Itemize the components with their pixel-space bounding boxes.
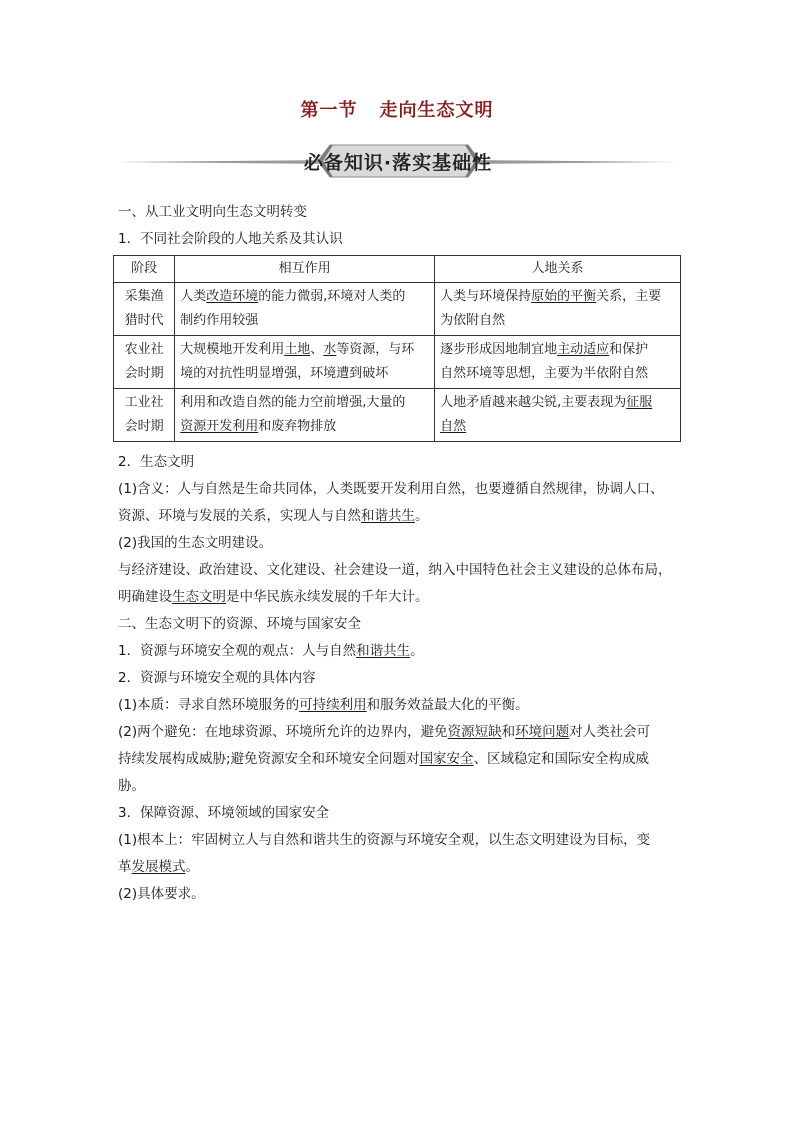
section-heading: 一、从工业文明向生态文明转变: [118, 204, 307, 220]
stage-cell: [114, 283, 175, 336]
answer-blank: 水: [323, 342, 337, 357]
text-line: [118, 506, 429, 526]
text-span: 人类与环境保持: [440, 289, 532, 304]
header-stage: 阶段: [114, 256, 175, 283]
subsection-heading: 2．生态文明: [118, 454, 195, 470]
cell-line: [440, 362, 675, 386]
text-line: [118, 695, 529, 715]
text-span: 革: [118, 859, 132, 875]
section-number: 第一节: [300, 100, 358, 121]
cell-line: [440, 338, 675, 362]
relation-cell: [435, 389, 681, 442]
answer-blank: 改造环境: [206, 289, 259, 304]
answer-blank: 可持续利用: [299, 697, 367, 713]
text-span: 人类: [180, 289, 207, 304]
text-span: 和废弃物排放: [258, 419, 337, 434]
text-span: 等资源，与环: [336, 342, 415, 357]
text-span: 资源、环境与发展的关系，实现人与自然: [118, 508, 361, 524]
answer-blank: 国家安全: [419, 751, 474, 767]
text-span: 持续发展构成威胁;避免资源安全和环境安全问题对: [118, 751, 420, 767]
text-span: 1．资源与环境安全观的观点：人与自然: [118, 643, 357, 659]
answer-blank: 资源开发利用: [180, 419, 259, 434]
cell-line: [440, 285, 675, 309]
stage-line: 工业社: [124, 395, 164, 410]
text-line: [118, 533, 272, 553]
stage-line: 采集渔: [124, 289, 164, 304]
interaction-cell: [175, 389, 435, 442]
text-span: 境的对抗性明显增强，环境遭到破坏: [180, 366, 389, 381]
text-span: 2．资源与环境安全观的具体内容: [118, 670, 316, 686]
text-span: 关系，主要: [596, 289, 662, 304]
text-line: [118, 884, 205, 904]
interaction-cell: [175, 336, 435, 389]
text-span: 和服务效益最大化的平衡。: [366, 697, 529, 713]
text-span: 制约作用较强: [180, 313, 259, 328]
cell-line: [440, 309, 675, 333]
interaction-cell: [175, 283, 435, 336]
answer-blank: 环境问题: [515, 724, 570, 740]
text-span: 。: [185, 859, 199, 875]
answer-blank: 自然: [440, 419, 467, 434]
text-span: 。: [415, 508, 429, 524]
stage-cell: [114, 389, 175, 442]
answer-blank: 征服: [626, 395, 653, 410]
text-span: 和: [501, 724, 516, 740]
text-span: 和保护: [609, 342, 649, 357]
page-title: [0, 96, 794, 122]
header-interaction: 相互作用: [175, 256, 435, 283]
subsection-heading: 1．不同社会阶段的人地关系及其认识: [118, 231, 343, 247]
answer-blank: 生态文明: [172, 589, 226, 605]
cell-line: [180, 415, 429, 439]
cell-line: [180, 309, 429, 333]
text-span: 二、生态文明下的资源、环境与国家安全: [118, 616, 361, 632]
text-span: 与经济建设、政治建设、文化建设、社会建设一道，纳入中国特色社会主义建设的总体布局，: [118, 562, 672, 578]
stage-line: 农业社: [124, 342, 164, 357]
stage-line: 猎时代: [124, 313, 164, 328]
text-span: 自然环境等思想，主要为半依附自然: [440, 366, 649, 381]
text-span: 为依附自然: [440, 313, 506, 328]
cell-line: [440, 415, 675, 439]
text-span: 、区域稳定和国际安全构成威: [473, 751, 650, 767]
stage-cell: [114, 336, 175, 389]
section-name: 走向生态文明: [379, 100, 494, 121]
text-line: [118, 857, 199, 877]
text-span: 人地矛盾越来越尖锐,主要表现为: [440, 395, 627, 410]
text-span: 明确建设: [118, 589, 172, 605]
cell-line: [180, 338, 429, 362]
text-span: 的能力微弱,环境对人类的: [258, 289, 406, 304]
text-span: 。: [410, 643, 424, 659]
cell-line: [180, 285, 429, 309]
human-land-relation-table: [113, 255, 681, 442]
table-row: [114, 283, 681, 336]
text-span: (2)具体要求。: [118, 886, 205, 902]
banner-text: 必备知识·落实基础性: [303, 152, 493, 174]
answer-blank: 发展模式: [131, 859, 186, 875]
answer-blank: 和谐共生: [361, 508, 415, 524]
text-line: [118, 722, 650, 742]
answer-blank: 和谐共生: [356, 643, 411, 659]
header-relation: 人地关系: [435, 256, 681, 283]
text-span: (2)两个避免：在地球资源、环境所允许的边界内，避免: [118, 724, 448, 740]
text-span: (2)我国的生态文明建设。: [118, 535, 273, 551]
text-span: 利用和改造自然的能力空前增强,大量的: [180, 395, 406, 410]
text-line: [118, 776, 145, 796]
text-line: [118, 587, 429, 607]
answer-blank: 原始的平衡: [531, 289, 597, 304]
text-span: 逐步形成因地制宜地: [440, 342, 558, 357]
cell-line: [180, 391, 429, 415]
text-line: [118, 614, 361, 634]
table-row: [114, 336, 681, 389]
answer-blank: 资源短缺: [447, 724, 502, 740]
cell-line: [440, 391, 675, 415]
text-line: [118, 560, 672, 580]
stage-line: 会时期: [124, 419, 164, 434]
stage-line: 会时期: [124, 366, 164, 381]
cell-line: [180, 362, 429, 386]
text-span: 大规模地开发利用: [180, 342, 285, 357]
text-span: 、: [310, 342, 324, 357]
text-line: [118, 479, 664, 499]
text-span: 3．保障资源、环境领域的国家安全: [118, 805, 330, 821]
text-line: [118, 803, 329, 823]
text-span: 胁。: [118, 778, 145, 794]
text-span: (1)根本上：牢固树立人与自然和谐共生的资源与环境安全观，以生态文明建设为目标，变: [118, 832, 651, 848]
section-banner: [118, 143, 678, 179]
relation-cell: [435, 283, 681, 336]
text-line: [118, 749, 649, 769]
text-line: [118, 830, 650, 850]
text-span: 是中华民族永续发展的千年大计。: [226, 589, 429, 605]
text-line: [118, 668, 316, 688]
table-header-row: [114, 256, 681, 283]
relation-cell: [435, 336, 681, 389]
text-span: (1)含义：人与自然是生命共同体，人类既要开发利用自然，也要遵循自然规律，协调人口、: [118, 481, 664, 497]
table-row: [114, 389, 681, 442]
answer-blank: 主动适应: [557, 342, 610, 357]
text-line: [118, 641, 424, 661]
answer-blank: 土地: [284, 342, 311, 357]
text-span: 对人类社会可: [569, 724, 651, 740]
text-span: (1)本质：寻求自然环境服务的: [118, 697, 300, 713]
